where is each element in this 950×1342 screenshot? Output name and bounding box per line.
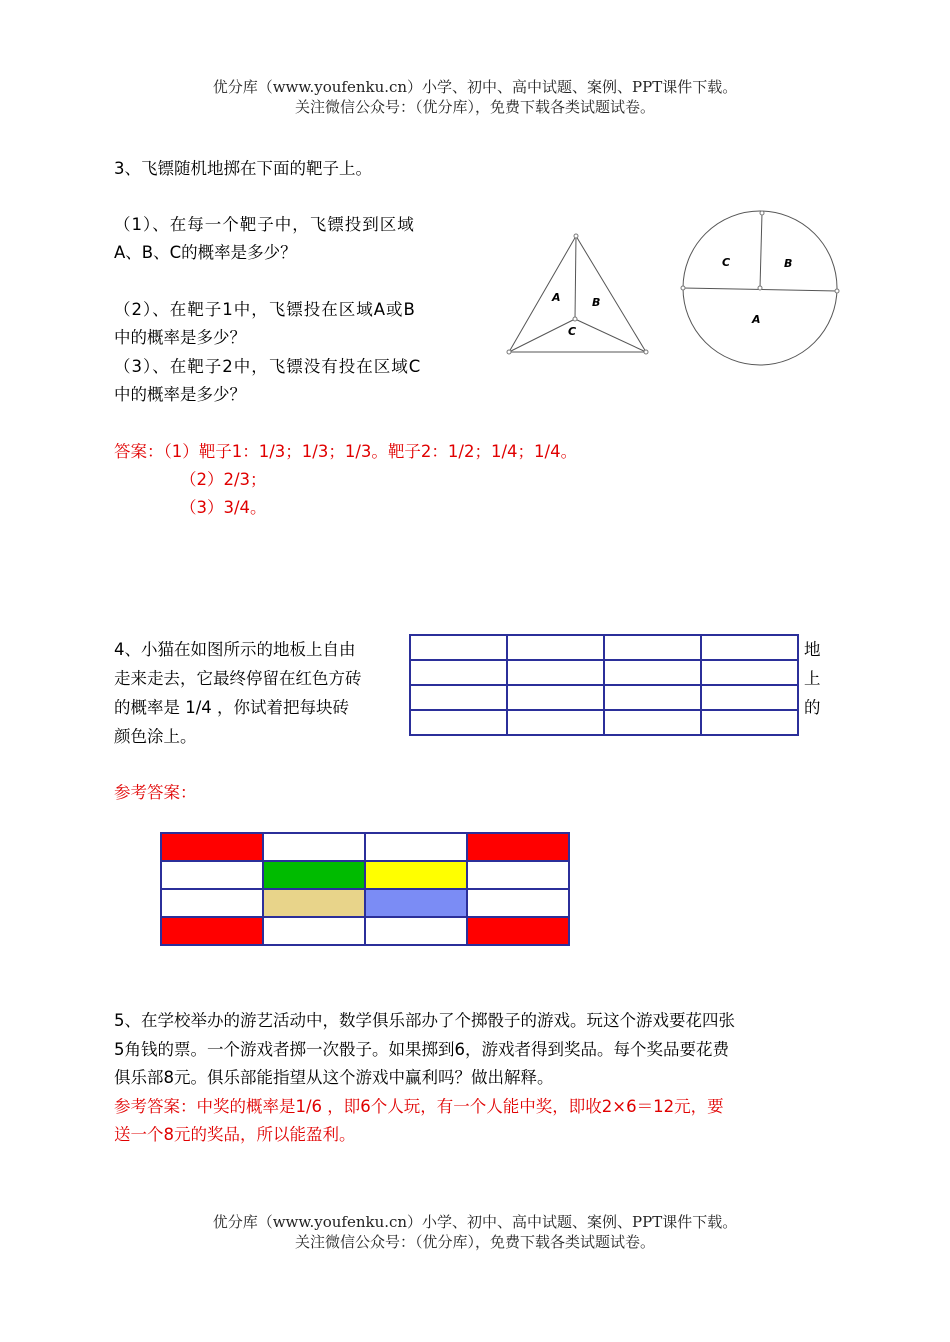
answer-tile	[263, 833, 365, 861]
q4-side-char-2: 上	[804, 669, 821, 688]
floor-tile	[507, 710, 604, 735]
q5-line-1: 5、在学校举办的游艺活动中，数学俱乐部办了个掷骰子的游戏。玩这个游戏要花四张	[114, 1011, 735, 1030]
header-line-2: 关注微信公众号：（优分库），免费下载各类试题试卷。	[294, 98, 655, 116]
answer-tile	[365, 889, 467, 917]
answer-tile	[365, 917, 467, 945]
answer-tile	[467, 917, 569, 945]
q4-reference-answer-label: 参考答案：	[114, 783, 197, 802]
q5-answer-line-2: 送一个8元的奖品，所以能盈利。	[114, 1125, 356, 1144]
floor-tile	[507, 660, 604, 685]
floor-tile	[701, 685, 798, 710]
q3-part1-line2: A、B、C的概率是多少？	[114, 243, 297, 262]
answer-tile	[161, 889, 263, 917]
q4-line-4: 颜色涂上。	[114, 727, 197, 746]
floor-tile	[604, 635, 701, 660]
floor-grid	[409, 634, 799, 736]
answer-tile	[161, 917, 263, 945]
q3-part2-line1: （2）、在靶子1中，飞镖投在区域A或B	[114, 300, 416, 319]
answer-tile	[467, 833, 569, 861]
q3-answer-1: 答案：（1）靶子1：1/3；1/3；1/3。靶子2：1/2；1/4；1/4。	[114, 442, 578, 461]
floor-tile	[507, 685, 604, 710]
q4-line-1: 4、小猫在如图所示的地板上自由	[114, 640, 356, 659]
footer-line-1: 优分库（www.youfenku.cn）小学、初中、高中试题、案例、PPT课件下载。	[212, 1213, 738, 1231]
q3-part1-line1: （1）、在每一个靶子中，飞镖投到区域	[114, 215, 415, 234]
answer-tile	[263, 861, 365, 889]
q3-part3-line1: （3）、在靶子2中，飞镖没有投在区域C	[114, 357, 422, 376]
floor-tile	[604, 710, 701, 735]
circle-label-c: C	[722, 256, 731, 269]
header-line-1: 优分库（www.youfenku.cn）小学、初中、高中试题、案例、PPT课件下载。	[212, 78, 738, 96]
answer-tile	[263, 889, 365, 917]
q4-side-char-3: 的	[804, 698, 821, 717]
triangle-label-b: B	[592, 296, 601, 309]
footer-line-2: 关注微信公众号：（优分库），免费下载各类试题试卷。	[294, 1233, 655, 1251]
floor-tile	[701, 635, 798, 660]
answer-tile	[161, 833, 263, 861]
q3-title: 3、飞镖随机地掷在下面的靶子上。	[114, 159, 372, 178]
circle-label-b: B	[784, 257, 793, 270]
floor-tile	[701, 660, 798, 685]
triangle-label-a: A	[552, 291, 561, 304]
floor-tile	[604, 660, 701, 685]
target-1-triangle	[500, 225, 660, 360]
answer-tile	[467, 889, 569, 917]
answer-tile	[161, 861, 263, 889]
floor-tile	[410, 710, 507, 735]
q5-answer-line-1: 参考答案：中奖的概率是1/6 ，即6个人玩，有一个人能中奖，即收2×6＝12元，要	[114, 1097, 724, 1116]
answer-tile	[365, 861, 467, 889]
q5-line-2: 5角钱的票。一个游戏者掷一次骰子。如果掷到6，游戏者得到奖品。每个奖品要花费	[114, 1040, 729, 1059]
q4-side-char-1: 地	[804, 640, 821, 659]
answer-tile	[263, 917, 365, 945]
circle-label-a: A	[752, 313, 761, 326]
floor-tile	[507, 635, 604, 660]
q4-line-3: 的概率是 1/4 ，你试着把每块砖	[114, 698, 350, 717]
q3-answer-3: （3）3/4。	[180, 498, 267, 517]
q3-part2-line2: 中的概率是多少？	[114, 328, 246, 347]
floor-tile	[604, 685, 701, 710]
floor-tile	[410, 660, 507, 685]
answer-tile	[365, 833, 467, 861]
answer-tile	[467, 861, 569, 889]
floor-tile	[410, 685, 507, 710]
floor-tile	[701, 710, 798, 735]
q3-answer-2: （2）2/3；	[180, 470, 267, 489]
floor-tile	[410, 635, 507, 660]
q4-line-2: 走来走去，它最终停留在红色方砖	[114, 669, 362, 688]
triangle-label-c: C	[568, 325, 577, 338]
answer-grid	[160, 832, 570, 946]
q5-line-3: 俱乐部8元。俱乐部能指望从这个游戏中赢利吗？做出解释。	[114, 1068, 554, 1087]
q3-part3-line2: 中的概率是多少？	[114, 385, 246, 404]
target-2-circle	[678, 208, 843, 368]
